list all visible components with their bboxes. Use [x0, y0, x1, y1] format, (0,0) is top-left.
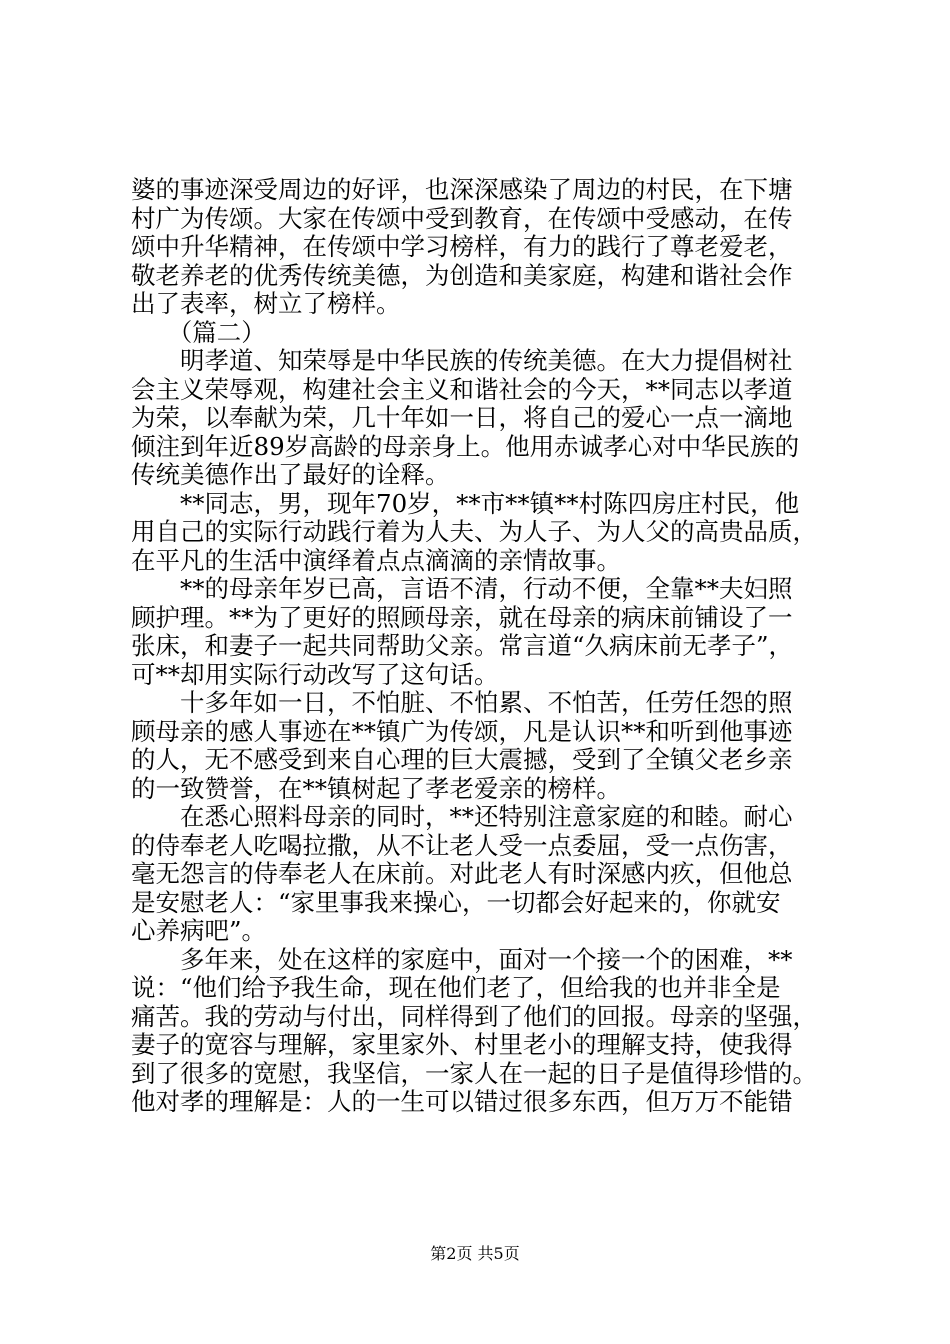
- text-line: 婆的事迹深受周边的好评，也深深感染了周边的村民，在下塘: [131, 175, 793, 204]
- text-line: 倾注到年近89岁高龄的母亲身上。他用赤诚孝心对中华民族的: [131, 431, 800, 461]
- text-line: 村广为传颂。大家在传颂中受到教育，在传颂中受感动，在传: [131, 203, 793, 233]
- text-line: 心养病吧”。: [131, 916, 267, 945]
- text-line: 张床，和妻子一起共同帮助父亲。常言道“久病床前无孝子”，: [131, 631, 794, 660]
- text-line: 在平凡的生活中演绎着点点滴滴的亲情故事。: [131, 545, 621, 575]
- text-line: 妻子的宽容与理解，家里家外、村里老小的理解支持，使我得: [131, 1030, 793, 1059]
- text-line: 可**却用实际行动改写了这句话。: [131, 659, 499, 689]
- text-line: 的人，无不感受到来自心理的巨大震撼，受到了全镇父老乡亲: [131, 745, 793, 774]
- text-line: 顾母亲的感人事迹在**镇广为传颂，凡是认识**和听到他事迹: [131, 716, 793, 746]
- text-line: 他对孝的理解是：人的一生可以错过很多东西，但万万不能错: [131, 1087, 793, 1116]
- document-body: [131, 176, 831, 1117]
- text-line: 在悉心照料母亲的同时，**还特别注意家庭的和睦。耐心: [131, 802, 793, 831]
- text-line: 明孝道、知荣辱是中华民族的传统美德。在大力提倡树社: [131, 346, 793, 375]
- text-line: 为荣，以奉献为荣，几十年如一日，将自己的爱心一点一滴地: [131, 403, 793, 432]
- text-line: 传统美德作出了最好的诠释。: [131, 460, 450, 489]
- text-line: 多年来，处在这样的家庭中，面对一个接一个的困难，**: [131, 944, 793, 974]
- text-line: 痛苦。我的劳动与付出，同样得到了他们的回报。母亲的坚强，: [131, 1001, 817, 1031]
- text-line: 颂中升华精神，在传颂中学习榜样，有力的践行了尊老爱老，: [131, 232, 793, 261]
- text-line: **的母亲年岁已高，言语不清，行动不便，全靠**夫妇照: [131, 574, 793, 603]
- text-line: 顾护理。**为了更好的照顾母亲，就在母亲的病床前铺设了一: [131, 602, 793, 632]
- text-line: 用自己的实际行动践行着为人夫、为人子、为人父的高贵品质，: [131, 517, 817, 546]
- text-line: **同志，男，现年70岁，**市**镇**村陈四房庄村民，他: [131, 488, 800, 518]
- section-heading: （篇二）: [131, 317, 266, 347]
- text-line: 是安慰老人：“家里事我来操心，一切都会好起来的，你就安: [131, 887, 781, 917]
- text-line: 的一致赞誉，在**镇树起了孝老爱亲的榜样。: [131, 773, 621, 803]
- text-line: 会主义荣辱观，构建社会主义和谐社会的今天，**同志以孝道: [131, 374, 793, 404]
- text-line: 十多年如一日，不怕脏、不怕累、不怕苦，任劳任怨的照: [131, 688, 793, 717]
- text-line: 的侍奉老人吃喝拉撒，从不让老人受一点委屈，受一点伤害，: [131, 830, 793, 860]
- text-line: 敬老养老的优秀传统美德，为创造和美家庭，构建和谐社会作: [131, 260, 793, 290]
- text-line: 毫无怨言的侍奉老人在床前。对此老人有时深感内疚，但他总: [131, 859, 793, 888]
- page-footer: 第2页 共5页: [430, 1244, 520, 1263]
- text-line: 说：“他们给予我生命，现在他们老了，但给我的也并非全是: [131, 973, 781, 1002]
- text-line: 出了表率，树立了榜样。: [131, 289, 401, 318]
- text-line: 到了很多的宽慰，我坚信，一家人在一起的日子是值得珍惜的。: [131, 1058, 817, 1088]
